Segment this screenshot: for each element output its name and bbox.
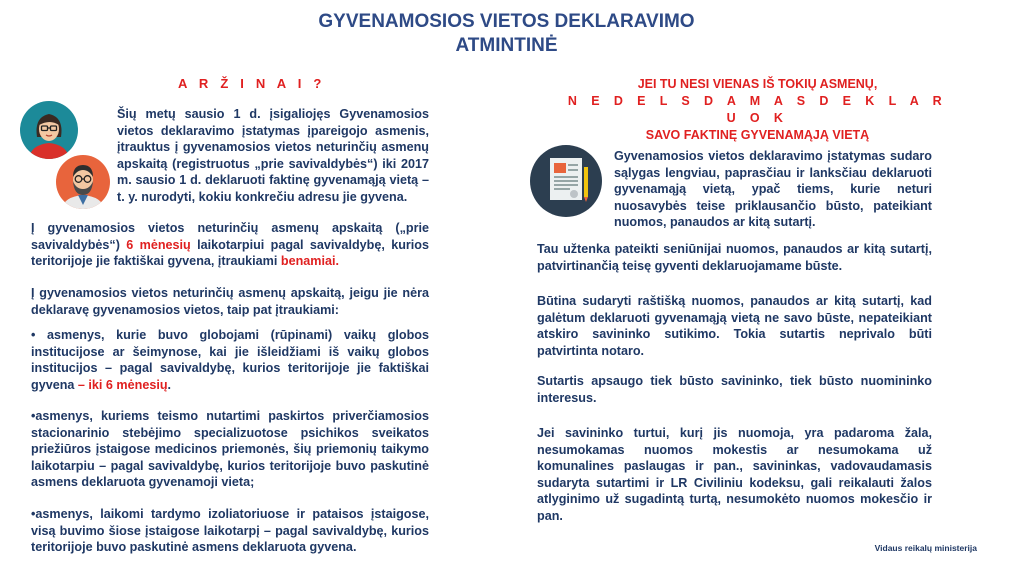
right-heading-line-2: N E D E L S D A M A S D E K L A R U O K [567,94,948,125]
bullet-detention: •asmenys, laikomi tardymo izoliatoriuose ir pataisos įstaigose, visą buvimo šiose įstaigose laikotarpį – pagal savivaldybę, kurios teritorijoje buvo paskutinė asmens deklaruota gyvena. [31,507,429,555]
bullet-care-institutions [31,327,429,393]
right-heading-line-3: SAVO FAKTINĘ GYVENAMĄJĄ VIETĄ [645,128,870,142]
woman-avatar-icon [20,101,78,159]
bullet-psychiatric: •asmenys, kuriems teismo nutartimi paskirtos priverčiamosios stacionarinio stebėjimo specializuotose psichikos sveikatos priežiūros įstaigose medicinos priemonės, šių priemonių taikymo laikotarpiu – pagal savivaldybę, kurios teritorijoje buvo paskutinė asmens deklaruota gyvenamoji vieta; [31,409,429,490]
right-heading [560,76,955,144]
left-heading: A R Ž I N A I ? [178,76,326,91]
damages-paragraph: Jei savininko turtui, kurį jis nuomoja, yra padaroma žala, nesumokamas nuomos mokestis ar nesumokama už komunalines paslaugas ir pan., savininkas, vadovaudamasis sudaryta sutartimi ir LR Civiliniu kodeksu, gali reikalauti žalos atlyginimo už sugadintą turtą, nesumokėto nuomos mokesčio ir pan. [537,426,932,523]
bullet-1-highlight: iki 6 mėnesių [84,377,168,392]
bullet-1-end: . [167,377,172,392]
law-paragraph: Gyvenamosios vietos deklaravimo įstatymas sudaro sąlygas lengviau, paprasčiau ir lanksčiau deklaruoti gyvenamąją vietą, ypač tiems, kurie neturi nuosavybės teise priklausančio būsto, pateikiant nuomos, panaudos ar kitą sutartį. [614,149,932,230]
submit-paragraph: Tau užtenka pateikti seniūnijai nuomos, panaudos ar kitą sutartį, patvirtinančią teisę gyventi deklaruojamame būste. [537,242,932,273]
footer-ministry: Vidaus reikalų ministerija [874,543,977,553]
contract-document-icon [530,145,602,217]
homeless-text-b: laikotarpiui pagal savivaldybę, kurios teritorijoje jie faktiškai gyvena, įtraukiami [31,237,429,269]
homeless-highlight: benamiai. [280,254,339,269]
right-heading-line-1: JEI TU NESI VIENAS IŠ TOKIŲ ASMENŲ, [637,77,878,91]
written-agreement-paragraph: Būtina sudaryti raštišką nuomos, panaudos ar kitą sutartį, kad galėtum deklaruoti gyvenamąją vietą ne savo būste, nepateikiant atskiro savininko sutikimo. Tokia sutartis neprivalo būti patvirtinta notaro. [537,294,932,358]
included-paragraph: Į gyvenamosios vietos neturinčių asmenų apskaitą, jeigu jie nėra deklaravę gyvenamosios vietos, taip pat įtraukiami: [31,286,429,317]
page-title [0,10,1013,58]
title-line-1: GYVENAMOSIOS VIETOS DEKLARAVIMO [318,11,695,32]
man-avatar-icon [56,155,110,209]
homeless-text-a: Į gyvenamosios vietos neturinčių asmenų apskaitą („prie savivaldybės“) [31,221,429,252]
homeless-paragraph [31,220,429,270]
bullet-1-text: • asmenys, kurie buvo globojami (rūpinami) vaikų globos institucijose ar šeimynose, kai jie išleidžiami iš vaikų globos institucijos – pagal savivaldybę, kurios teritorijoje jie faktiškai gyvena [31,328,429,392]
bullet-1-dash: – [77,377,85,392]
agreement-protects-paragraph: Sutartis apsaugo tiek būsto savininko, tiek būsto nuomininko interesus. [537,374,932,405]
six-months-highlight: 6 mėnesių [126,237,191,252]
title-line-2: ATMINTINĖ [455,35,558,56]
intro-paragraph: Šių metų sausio 1 d. įsigaliojęs Gyvenamosios vietos deklaravimo įstatymas įpareigojo asmenis, įtrauktus į gyvenamosios vietos neturinčių asmenų apskaitą (registruotus „prie savivaldybės“) iki 2017 m. sausio 1 d. deklaruoti faktinę gyvenamąją vietą – t. y. nurodyti, kokiu konkrečiu adresu jie gyvena. [117,107,429,204]
